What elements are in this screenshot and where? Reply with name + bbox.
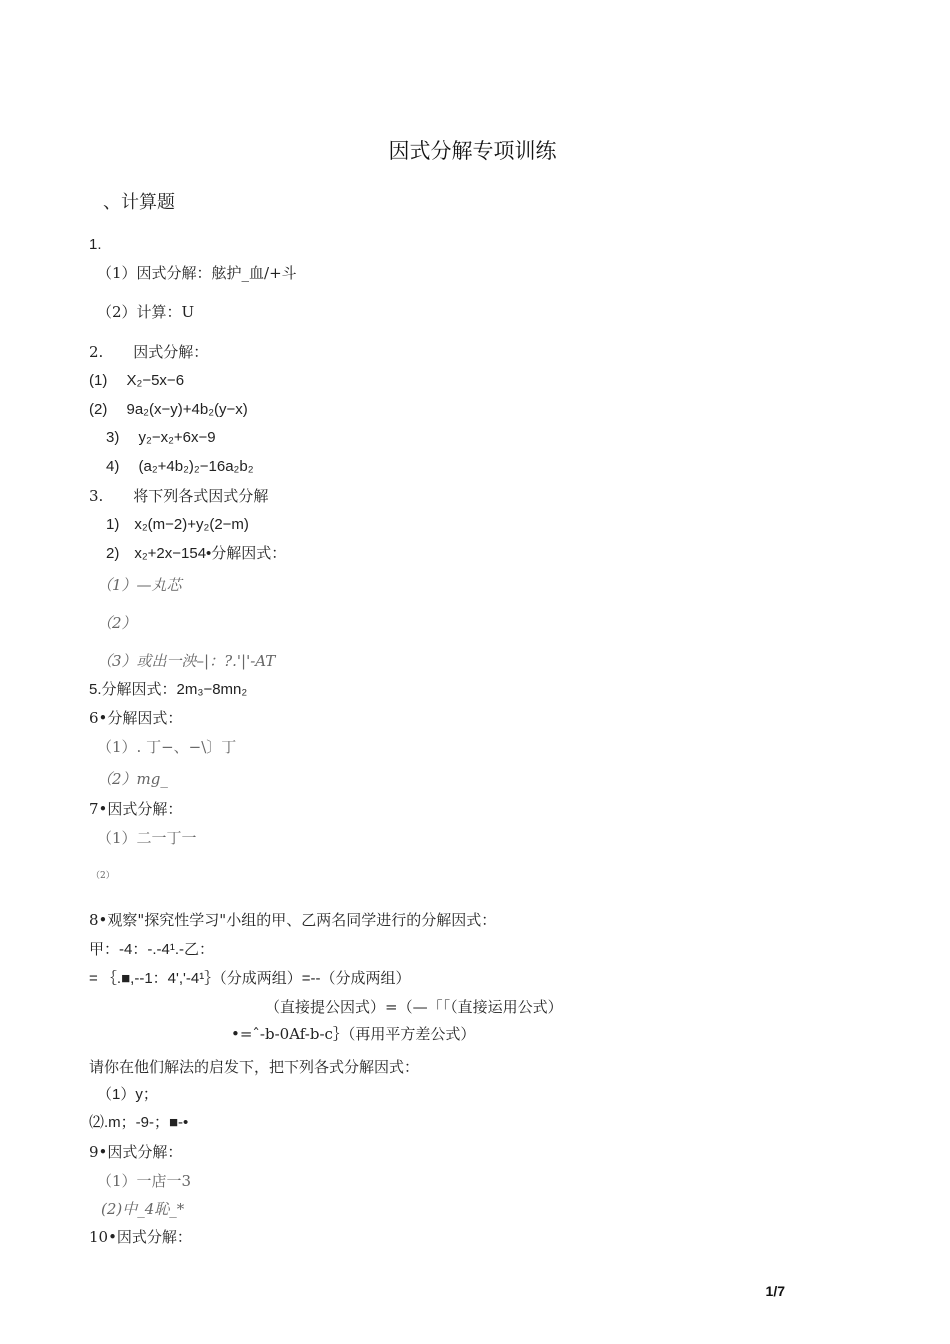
question-3-label: 3. 将下列各式因式分解 — [89, 487, 269, 505]
question-3-part-2: 2) x₂+2x−154•分解因式： — [106, 545, 287, 562]
question-6-part-2: （2）mg_ — [97, 770, 168, 788]
question-6-label: 6•分解因式： — [89, 709, 183, 727]
question-8-label: 8•观察"探究性学习"小组的甲、乙两名同学进行的分解因式： — [89, 911, 497, 929]
question-8-line-3: （直接提公因式）=（—「「（直接运用公式） — [265, 998, 563, 1016]
question-8-instruction: 请你在他们解法的启发下，把下列各式分解因式： — [89, 1058, 420, 1076]
page-number: 1/7 — [765, 1283, 785, 1299]
question-2-part-4: 4) (a₂+4b₂)₂−16a₂b₂ — [106, 458, 254, 475]
question-8-line-4: •=ˆ-b-0Af-b-c｝（再用平方差公式） — [231, 1025, 476, 1043]
question-1-part-2: （2）计算：U — [97, 303, 195, 321]
question-9-label: 9•因式分解： — [89, 1143, 183, 1161]
question-4-part-2: （2） — [97, 614, 137, 632]
question-7-part-2: （2） — [91, 871, 115, 881]
question-9-part-1: （1）一店一3 — [97, 1172, 192, 1190]
question-8-line-1: 甲：-4：-.-4¹.-乙： — [89, 941, 214, 958]
page-footer — [0, 1283, 785, 1299]
question-2-part-2: (2) 9a₂(x−y)+4b₂(y−x) — [89, 401, 248, 418]
question-4-part-1: （1）—丸芯 — [97, 576, 182, 594]
question-2-part-1: (1) X₂−5x−6 — [89, 372, 185, 389]
question-6-part-1: （1）. 丁−、−\〕丁 — [97, 738, 237, 756]
question-1-label: 1. — [89, 236, 102, 253]
question-2-label: 2. 因式分解： — [89, 343, 209, 361]
question-8-line-2: = ｛.■,--1：4','-4¹｝（分成两组）=--（分成两组） — [89, 970, 411, 987]
section-heading: 、计算题 — [103, 192, 175, 213]
question-9-part-2: (2)中_4恥_* — [101, 1200, 185, 1218]
question-1-part-1: （1）因式分解：舷护_血/+斗 — [97, 264, 297, 282]
question-10-label: 10•因式分解： — [89, 1228, 192, 1246]
question-4-part-3: （3）或出一泱–|：?.'|'-AT — [97, 652, 276, 670]
question-2-part-3: 3) y₂−x₂+6x−9 — [106, 429, 216, 446]
question-3-part-1: 1) x₂(m−2)+y₂(2−m) — [106, 516, 249, 533]
question-8-part-1: （1）y； — [97, 1086, 158, 1103]
question-8-part-2: ⑵.m；-9-；■-• — [89, 1114, 189, 1131]
question-7-label: 7•因式分解： — [89, 800, 183, 818]
question-5: 5.分解因式：2m₃−8mn₂ — [89, 681, 248, 698]
question-7-part-1: （1）二一丁一 — [97, 829, 197, 847]
page-title: 因式分解专项训练 — [388, 139, 557, 163]
